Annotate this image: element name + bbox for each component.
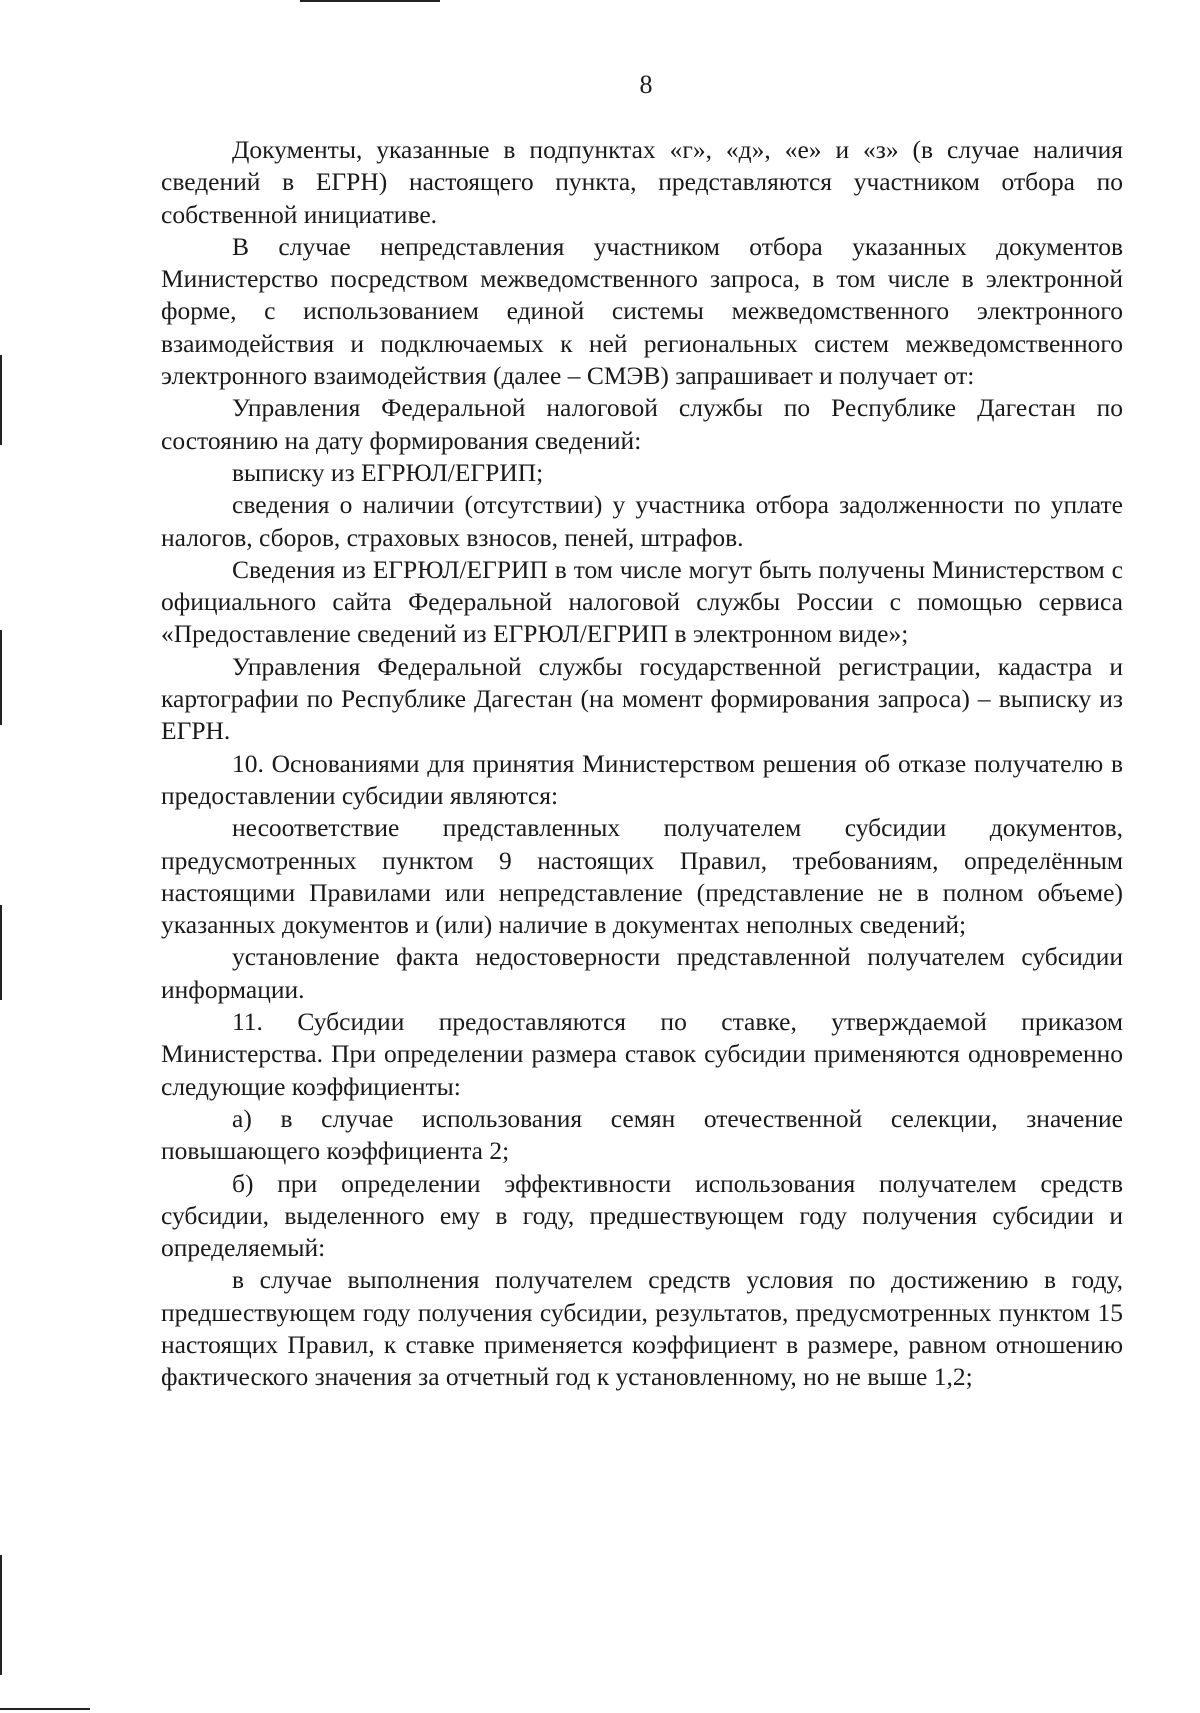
paragraph-debt-info: сведения о наличии (отсутствии) у участника отбора задолженности по уплате налогов, сборов, страховых взносов, пеней, штрафов. bbox=[161, 490, 1123, 552]
paragraph-a-seeds: а) в случае использования семян отечественной селекции, значение повышающего коэффициента 2; bbox=[161, 1103, 1123, 1166]
paragraph-smev-request: В случае непредставления участником отбора указанных документов Министерство посредством межведомственного запроса, в том числе в электронной форме, с использованием единой системы межведомственного электронного взаимодействия и подключаемых к ней региональных систем межведомственного электронного взаимодействия (далее – СМЭВ) запрашивает и получает от: bbox=[161, 231, 1123, 391]
scan-edge-mark-left-3 bbox=[0, 905, 2, 1000]
paragraph-unreliable-info: установление факта недостоверности представленной получателем субсидии информации. bbox=[161, 942, 1123, 1004]
paragraph-documents-initiative: Документы, указанные в подпунктах «г», «д», «е» и «з» (в случае наличия сведений в ЕГРН) настоящего пункта, представляются участником отбора по собственной инициативе. bbox=[161, 135, 1123, 229]
paragraph-egrul-extract: выписку из ЕГРЮЛ/ЕГРИП; bbox=[232, 457, 544, 487]
paragraph-registry-service: Управления Федеральной службы государственной регистрации, кадастра и картографии по Республике Дагестан (на момент формирования запроса) – выписку из ЕГРН. bbox=[161, 651, 1123, 746]
page-number: 8 bbox=[639, 70, 653, 99]
paragraph-10-refusal-grounds: 10. Основаниями для принятия Министерством решения об отказе получателю в предоставлении субсидии являются: bbox=[161, 748, 1123, 810]
scan-edge-mark-left-4 bbox=[0, 1555, 2, 1675]
paragraph-b-efficiency: б) при определении эффективности использования получателем средств субсидии, выделенного ему в году, предшествующем году получения субсидии и определяемый: bbox=[161, 1168, 1123, 1263]
scan-edge-mark-bottom bbox=[0, 1708, 90, 1710]
scan-edge-mark-top bbox=[300, 0, 440, 2]
document-body bbox=[161, 134, 1123, 1394]
scan-edge-mark-left-1 bbox=[0, 355, 2, 445]
paragraph-nonconformity: несоответствие представленных получателем субсидии документов, предусмотренных пунктом 9 настоящих Правил, требованиям, определённым настоящими Правилами или непредставление (представление не в полном объеме) указанных документов и (или) наличие в документах неполных сведений; bbox=[161, 813, 1123, 940]
paragraph-coefficient-results: в случае выполнения получателем средств условия по достижению в году, предшествующем году получения субсидии, результатов, предусмотренных пунктом 15 настоящих Правил, к ставке применяется коэффициент в размере, равном отношению фактического значения за отчетный год к установленному, но не выше 1,2; bbox=[161, 1265, 1123, 1392]
paragraph-egrul-website: Сведения из ЕГРЮЛ/ЕГРИП в том числе могут быть получены Министерством с официального сайта Федеральной налоговой службы России с помощью сервиса «Предоставление сведений из ЕГРЮЛ/ЕГРИП в электронном виде»; bbox=[161, 554, 1123, 649]
paragraph-11-rates: 11. Субсидии предоставляются по ставке, утверждаемой приказом Министерства. При определении размера ставок субсидии применяются одновременно следующие коэффициенты: bbox=[161, 1007, 1123, 1101]
scan-edge-mark-left-2 bbox=[0, 630, 2, 725]
paragraph-tax-service: Управления Федеральной налоговой службы по Республике Дагестан по состоянию на дату формирования сведений: bbox=[161, 393, 1123, 455]
